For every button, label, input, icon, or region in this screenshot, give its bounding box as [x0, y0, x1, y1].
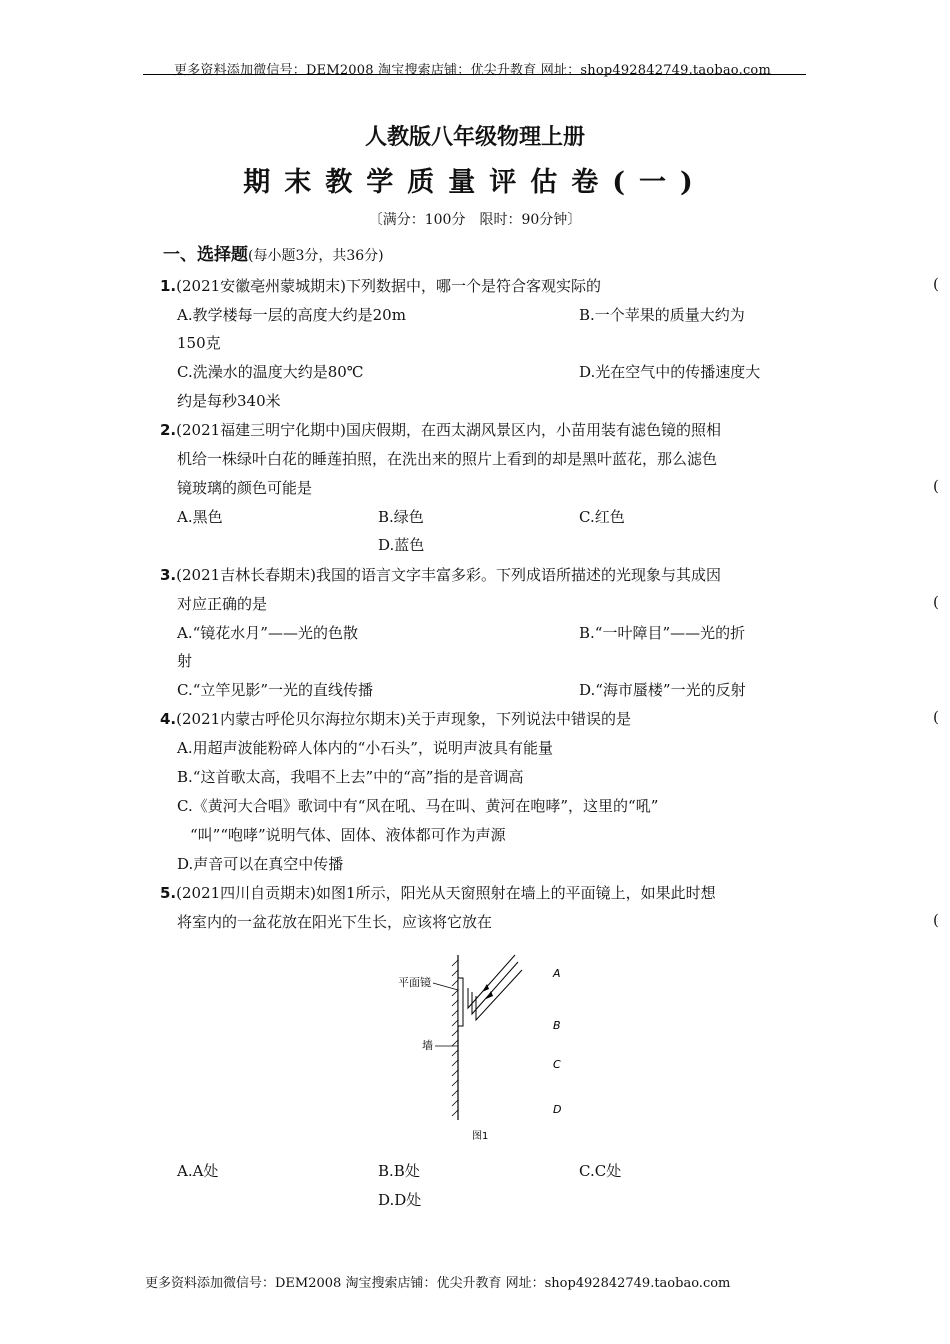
score-time-note: 〔满分：100分 限时：90分钟〕: [368, 212, 582, 228]
option-b: B.B处: [378, 1162, 420, 1180]
option-c: C.红色: [579, 508, 625, 526]
point-d-label: D: [553, 1103, 562, 1116]
option-a: A.“镜花水月”——光的色散: [177, 624, 358, 642]
question-number: 4.: [160, 710, 177, 728]
option-b-cont: 射: [177, 652, 193, 670]
option-c: C.洗澡水的温度大约是80℃: [177, 363, 364, 381]
question-text-cont: 镜玻璃的颜色可能是: [177, 479, 313, 497]
page-header: 更多资料添加微信号：DEM2008 淘宝搜索店铺：优尖升教育 网址：shop492842749.taobao.com: [174, 63, 771, 78]
question-text: (2021福建三明宁化期中)国庆假期，在西太湖风景区内，小苗用装有滤色镜的照相: [176, 421, 722, 439]
sun-rays: [468, 955, 522, 1020]
question-text-cont: 将室内的一盆花放在阳光下生长，应该将它放在: [177, 913, 493, 931]
page-footer: 更多资料添加微信号：DEM2008 淘宝搜索店铺：优尖升教育 网址：shop492842749.taobao.com: [145, 1276, 731, 1291]
option-b: B.“一叶障目”——光的折: [579, 624, 746, 642]
wall-hatching: [452, 960, 458, 1116]
answer-paren: (: [933, 593, 939, 611]
figure-caption: 图1: [472, 1131, 489, 1142]
answer-paren: (: [933, 911, 939, 929]
wall-label: 墙: [422, 1039, 433, 1052]
question-text: (2021吉林长春期末)我国的语言文字丰富多彩。下列成语所描述的光现象与其成因: [176, 566, 722, 584]
question-2: [160, 419, 721, 440]
option-d: D.D处: [378, 1191, 422, 1209]
question-text: (2021内蒙古呼伦贝尔海拉尔期末)关于声现象，下列说法中错误的是: [176, 710, 632, 728]
option-a: A.用超声波能粉碎人体内的“小石头”，说明声波具有能量: [177, 739, 553, 757]
option-d: D.蓝色: [378, 536, 425, 554]
question-number: 5.: [160, 884, 177, 902]
point-b-label: B: [553, 1019, 561, 1032]
point-a-label: A: [553, 967, 561, 980]
option-a: A.教学楼每一层的高度大约是20m: [177, 306, 406, 324]
option-c: C.C处: [579, 1162, 622, 1180]
plane-mirror: [458, 978, 463, 1026]
question-text: (2021安徽亳州蒙城期末)下列数据中，哪一个是符合客观实际的: [176, 277, 602, 295]
question-number: 2.: [160, 421, 177, 439]
mirror-label: 平面镜: [398, 976, 431, 989]
figure-1: [390, 950, 590, 1150]
question-text-cont: 机给一株绿叶白花的睡莲拍照，在洗出来的照片上看到的却是黑叶蓝花，那么滤色: [177, 450, 718, 468]
section-heading: [163, 240, 384, 265]
section-title: 一、选择题: [163, 245, 248, 265]
question-1: [160, 275, 601, 296]
answer-paren: (: [933, 708, 939, 726]
question-5: [160, 882, 716, 903]
question-number: 3.: [160, 566, 177, 584]
paper-title: 人教版八年级物理上册: [364, 124, 585, 150]
section-note: (每小题3分，共36分): [248, 248, 384, 264]
option-b: B.一个苹果的质量大约为: [579, 306, 745, 324]
point-c-label: C: [553, 1058, 561, 1071]
option-d: D.声音可以在真空中传播: [177, 855, 344, 873]
option-a: A.A处: [177, 1162, 219, 1180]
option-d: D.光在空气中的传播速度大: [579, 363, 761, 381]
option-a: A.黑色: [177, 508, 223, 526]
option-b: B.绿色: [378, 508, 424, 526]
header-divider: [143, 74, 806, 75]
option-c: C.“立竿见影”一光的直线传播: [177, 681, 374, 699]
option-d: D.“海市蜃楼”一光的反射: [579, 681, 746, 699]
option-b-cont: 150克: [177, 334, 221, 352]
option-c: C.《黄河大合唱》歌词中有“风在吼、马在叫、黄河在咆哮”，这里的“吼”: [177, 797, 659, 815]
option-c-cont: “叫”“咆哮”说明气体、固体、液体都可作为声源: [190, 826, 506, 844]
option-b: B.“这首歌太高，我唱不上去”中的“高”指的是音调高: [177, 768, 524, 786]
question-text-cont: 对应正确的是: [177, 595, 268, 613]
option-d-cont: 约是每秒340米: [177, 392, 281, 410]
question-text: (2021四川自贡期末)如图1所示，阳光从天窗照射在墙上的平面镜上，如果此时想: [176, 884, 716, 902]
question-4: [160, 708, 631, 729]
question-3: [160, 564, 721, 585]
question-number: 1.: [160, 277, 177, 295]
answer-paren: (: [933, 477, 939, 495]
paper-subtitle: 期末教学质量评估卷(一): [243, 167, 707, 198]
answer-paren: (: [933, 275, 939, 293]
